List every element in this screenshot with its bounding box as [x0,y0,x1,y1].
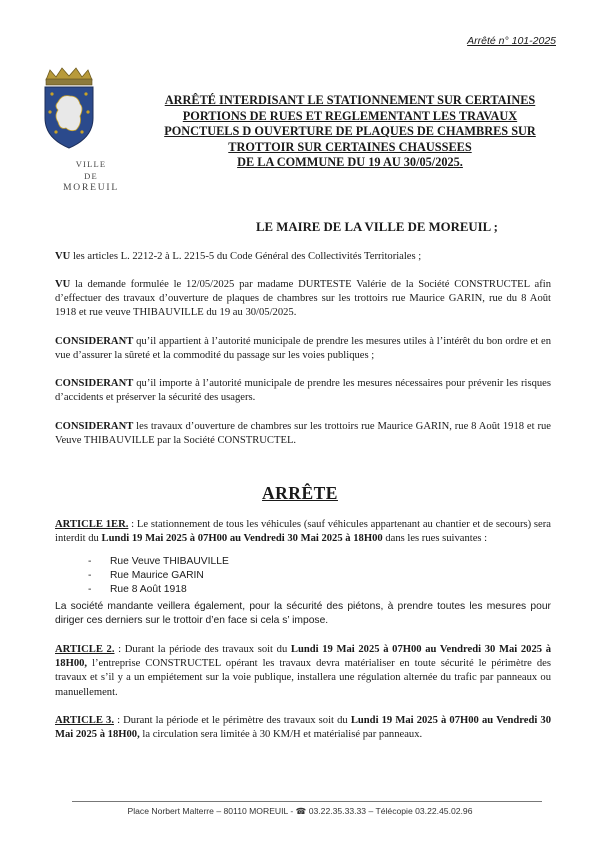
decree-title [140,93,560,171]
keyword: CONSIDERANT [55,378,134,389]
list-item: - Rue Maurice GARIN [88,569,229,583]
paragraph-text: les articles L. 2212-2 à L. 2215-5 du Code Général des Collectivités Territoriales ; [70,251,422,262]
vu-paragraph-2 [55,278,551,321]
list-item: - Rue Veuve THIBAUVILLE [88,555,229,569]
article-3 [55,714,551,742]
article-1-followup: La société mandante veillera également, pour la sécurité des piétons, à prendre toutes les mesures pour diriger ces derniers sur le trottoir d’en face si cela s’ impose. [55,601,551,627]
article-2 [55,643,551,700]
footer [0,806,600,817]
article-dates: Lundi 19 Mai 2025 à 07H00 au Vendredi 30 Mai 2025 à 18H00, [55,644,551,670]
article-text: : Le stationnement de tous les véhicules (sauf véhicules appartenant au chantier et de secours) sera interdit du [55,519,551,545]
town-name-block [56,158,126,194]
list-item: - Rue 8 Août 1918 [88,583,229,597]
de-label: DE [84,171,98,181]
footer-address: Place Norbert Malterre – 80110 MOREUIL - [127,806,296,816]
article-text: : Durant la période des travaux soit du [114,644,291,655]
paragraph-text: qu’il appartient à l’autorité municipale de prendre les mesures utiles à l’intérêt du bon ordre et en vue d’assurer la sûreté et la commodité du passage sur les voies publiques ; [55,336,551,362]
article-1 [55,518,551,546]
town-crest-logo [40,66,98,150]
article-label: ARTICLE 2. [55,644,115,655]
mayor-heading: LE MAIRE DE LA VILLE DE MOREUIL ; [256,220,498,234]
phone-icon: ☎ [295,806,307,816]
title-line: DE LA COMMUNE DU 19 AU 30/05/2025. [237,155,463,170]
paragraph-text: qu’il importe à l’autorité municipale de prendre les mesures nécessaires pour prévenir les risques d’accidents et préserver la sécurité des usagers. [55,378,551,404]
title-line: TROTTOIR SUR CERTAINES CHAUSSEES [228,139,472,154]
article-dates: Lundi 19 Mai 2025 à 07H00 au Vendredi 30 Mai 2025 à 18H00, [55,715,552,741]
article-text: l’entreprise CONSTRUCTEL opérant les travaux devra matérialiser en toute sécurité le périmètre des travaux et s’il y a un empiétement sur la voie publique, installera une régulation alternée du trafic par panneaux ou manuellement. [55,658,551,698]
arrete-heading: ARRÊTE [262,483,338,503]
article-label: ARTICLE 1ER. [55,519,129,530]
ville-label: VILLE [75,159,107,169]
title-line: PONCTUELS D OUVERTURE DE PLAQUES DE CHAMBRES SUR [164,124,536,139]
considerant-paragraph-2 [55,377,551,405]
considerant-paragraph-3 [55,420,551,448]
keyword: VU [55,279,71,290]
city-label: MOREUIL [63,183,119,193]
paragraph-text: la demande formulée le 12/05/2025 par madame DURTESTE Valérie de la Société CONSTRUCTEL afin d’effectuer des travaux d’ouverture de plaques de chambres sur les trottoirs rue Maurice GARIN, rue du 8 Août 1918 et rue veuve THIBAUVILLE du 19 au 30/05/2025. [55,279,551,319]
article-text: dans les rues suivantes : [382,533,488,545]
considerant-paragraph-1 [55,335,551,363]
footer-phone: 03.22.35.33.33 – Télécopie 03.22.45.02.96 [306,806,473,816]
article-dates: Lundi 19 Mai 2025 à 07H00 au Vendredi 30 Mai 2025 à 18H00 [101,533,383,545]
footer-divider [72,801,542,802]
street-list [88,555,229,596]
keyword: CONSIDERANT [55,336,134,347]
article-text: la circulation sera limitée à 30 KM/H et matérialisé par panneaux. [139,729,423,741]
article-label: ARTICLE 3. [55,715,114,726]
vu-paragraph-1 [55,250,551,264]
decree-reference: Arrêté n° 101-2025 [467,35,556,47]
title-line: ARRÊTÉ INTERDISANT LE STATIONNEMENT SUR CERTAINES [164,93,536,107]
keyword: VU [55,251,71,262]
paragraph-text: les travaux d’ouverture de chambres sur les trottoirs rue Maurice GARIN, rue 8 Août 1918 et rue Veuve THIBAUVILLE par la Société CONSTRUCTEL. [55,421,551,447]
keyword: CONSIDERANT [55,421,134,432]
article-text: : Durant la période et le périmètre des travaux soit du [113,715,351,726]
title-line: PORTIONS DE RUES ET REGLEMENTANT LES TRAVAUX [182,108,518,123]
